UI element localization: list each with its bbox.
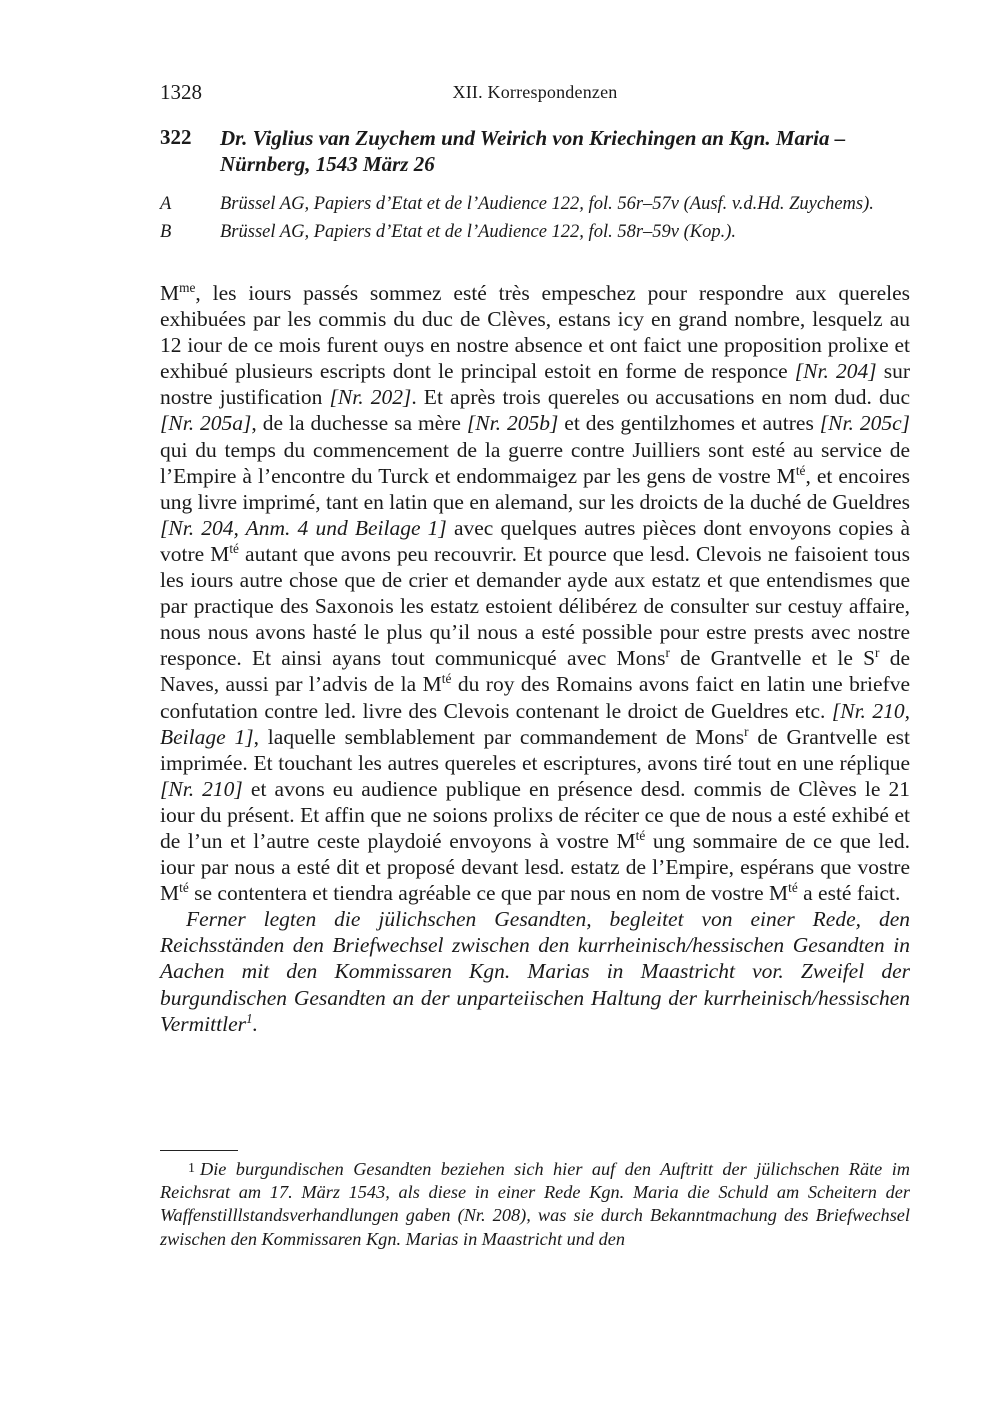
cross-reference: [Nr. 204]	[794, 359, 877, 384]
text-run: a esté faict.	[797, 881, 901, 906]
text-run: autant que avons peu recouvrir. Et pource que lesd. Clevois ne faisoient tous les iours autre chose que de crier et demander ayde aux estatz et que entendismes que par practique des Saxonois les estatz estoient délibérez de consulter sur cestuy affaire, nous nous avons hasté le plus qu’il nous a esté possible pour estre prests avec nostre responce. Et ainsi ayans tout communicqué avec Mons	[160, 541, 910, 671]
text-run: et des gentilzhomes et autres	[558, 411, 820, 436]
superscript: té	[795, 462, 806, 478]
superscript: té	[788, 880, 798, 896]
footnote-number: 1	[188, 1161, 195, 1176]
source-text: Brüssel AG, Papiers d’Etat et de l’Audience 122, fol. 56r–57v (Ausf. v.d.Hd. Zuychems).	[220, 194, 874, 214]
source-entry	[160, 221, 910, 243]
footnote	[160, 1157, 910, 1251]
cross-reference: [Nr. 205b]	[466, 411, 559, 436]
text-run: , et encoires ung livre imprimé, tant en latin que en alemand, sur les droicts de la duché de Gueldres	[160, 463, 910, 514]
source-siglum: A	[160, 194, 172, 214]
text-run: et avons eu audience publique en présence desd. commis de Clèves le 21 iour du présent. Et affin que ne soions prolixs de réciter ce que de nous a esté exhibé et de l’un et l’autre ceste playdoié envoyons à vostre M	[160, 776, 910, 853]
page-number: 1328	[160, 80, 202, 104]
source-siglum: B	[160, 222, 172, 242]
source-list	[160, 193, 910, 249]
source-text: Brüssel AG, Papiers d’Etat et de l’Audience 122, fol. 58r–59v (Kop.).	[220, 222, 737, 242]
superscript: r	[875, 645, 880, 661]
text-run: . Et après trois quereles ou accusations en nom dud. duc	[411, 385, 911, 410]
footnote-reference[interactable]: 1	[246, 1010, 253, 1026]
cross-reference: [Nr. 210]	[160, 776, 243, 801]
summary-text: Ferner legten die jülichschen Gesandten, begleitet von einer Rede, den Reichsständen den Briefwechsel zwischen den kurrheinisch/hessischen Gesandten in Aachen mit den Kommissaren Kgn. Marias in Maastricht vor. Zweifel der burgundischen Gesandten an der unparteiischen Haltung der kurrheinisch/hessischen Vermittler	[160, 907, 910, 1036]
section-title: XII. Korrespondenzen	[452, 82, 618, 102]
superscript: té	[441, 671, 452, 687]
footnote-text: Die burgundischen Gesandten beziehen sich hier auf den Auftritt der jülichschen Räte im Reichsrat am 17. März 1543, als diese in einer Rede Kgn. Maria die Schuld am Scheitern der Waffenstilllstandsverhandlungen gaben (Nr. 208), was sie durch Bekanntmachung des Briefwechsel zwischen den Kommissaren Kgn. Marias in Maastricht und den	[160, 1159, 910, 1249]
running-head	[160, 80, 910, 108]
text-run: de Naves, aussi par l’advis de la M	[160, 646, 910, 697]
text-run: , laquelle semblablement par commandement de Mons	[253, 724, 745, 749]
text-run: de Grantvelle et le S	[669, 646, 876, 671]
text-run: du roy des Romains avons faict en latin une briefve confutation contre led. livre des Clevois contenant le droict de Gueldres etc.	[160, 672, 910, 723]
document-number: 322	[160, 125, 192, 149]
letter-paragraph	[160, 280, 910, 906]
text-run: qui du temps du commencement de la guerre contre Juilliers sont esté au service de l’Empire à l’encontre du Turck et endommaigez par les gens de vostre M	[160, 437, 910, 488]
text-run: de Grantvelle est imprimée. Et touchant les autres quereles et escriptures, avons tiré tout en une réplique	[160, 724, 910, 775]
text-run: ung sommaire de ce que led. iour par nous a esté dit et proposé devant lesd. estatz de l’Empire, espérans que vostre M	[160, 828, 910, 906]
text-run: , les iours passés sommez esté très empeschez pour respondre aux quereles exhibuées par les commis du duc de Clèves, estans icy en grand nombre, lesquelz au 12 iour de ce mois furent ouys en nostre absence et ont faict une proposition prolixe et exhibué plusieurs escripts dont le principal estoit en forme de responce	[160, 281, 910, 384]
superscript: té	[179, 880, 189, 896]
text-run: .	[252, 1011, 259, 1036]
text-run: , de la duchesse sa mère	[251, 411, 467, 436]
text-run: avec quelques autres pièces dont envoyons copies à votre M	[160, 515, 910, 566]
source-entry	[160, 193, 910, 215]
letter-body	[160, 280, 910, 1037]
cross-reference: [Nr. 210, Beilage 1]	[160, 698, 910, 749]
cross-reference: [Nr. 204, Anm. 4 und Beilage 1]	[160, 515, 447, 540]
superscript: té	[635, 827, 646, 843]
superscript: té	[229, 540, 239, 556]
superscript: r	[665, 645, 670, 661]
document-heading: Dr. Viglius van Zuychem und Weirich von Kriechingen an Kgn. Maria – Nürnberg, 1543 März 26	[220, 126, 846, 176]
cross-reference: [Nr. 202]	[329, 385, 412, 410]
salutation: M	[160, 281, 180, 305]
superscript: r	[744, 723, 749, 739]
cross-reference: [Nr. 205a]	[160, 411, 252, 436]
cross-reference: [Nr. 205c]	[819, 411, 910, 436]
superscript: me	[179, 280, 196, 296]
footnote-divider	[160, 1150, 238, 1151]
text-run: se contentera et tiendra agréable ce que par nous en nom de vostre M	[188, 881, 789, 906]
text-run: sur nostre justification	[160, 359, 910, 410]
editorial-summary	[160, 906, 910, 1036]
